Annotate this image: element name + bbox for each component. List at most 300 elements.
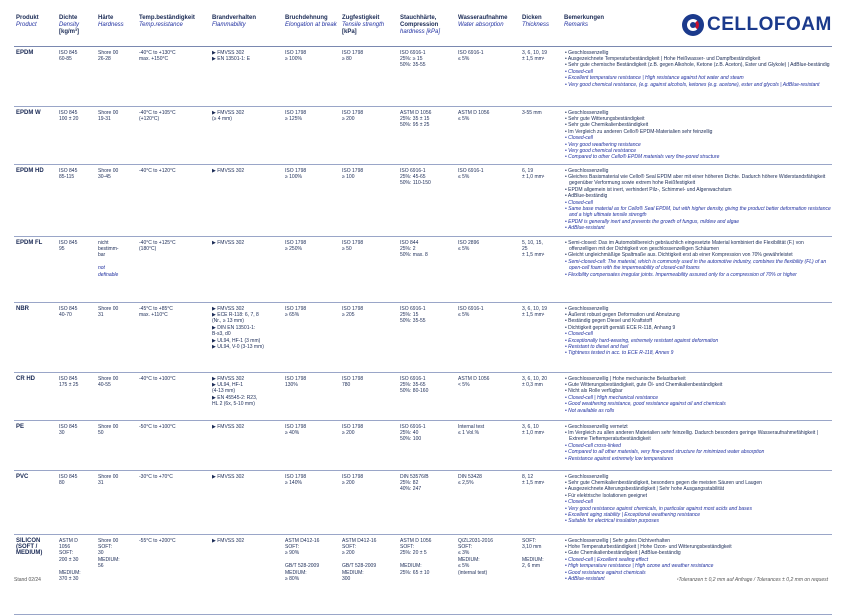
product-table (14, 12, 832, 615)
cell-value: ≤ 5% (458, 311, 470, 318)
cell-value: ISO 1798 (285, 375, 307, 382)
cell-elong (283, 470, 340, 534)
cell-value: ▶ FMVSS 302 (212, 375, 245, 382)
cell-value: ≤ 5% (458, 245, 470, 252)
cell-value: 19-31 (98, 115, 111, 122)
cell-value: (≥ 4 mm) (212, 115, 232, 122)
cell-elong (283, 534, 340, 614)
cell-thick (520, 164, 562, 236)
cell-value: ▶ DIN EN 13501-1: (212, 324, 256, 331)
remark-de: • Geschlossenzellig (565, 305, 609, 312)
cell-value: SOFT: (59, 550, 74, 557)
cell-elong (283, 372, 340, 420)
remarks (562, 470, 832, 534)
cell-hardness (96, 470, 137, 534)
cell-hardness (96, 302, 137, 372)
cellofoam-logo (682, 12, 832, 38)
header-en: Thickness (522, 22, 550, 29)
cell-density (57, 106, 96, 164)
cell-compress (398, 164, 456, 236)
cell-flam (210, 236, 283, 302)
column-header (14, 12, 57, 46)
cell-value: bar (98, 252, 106, 259)
cell-water (456, 420, 520, 470)
product-name: EPDM W (14, 106, 57, 164)
cell-value: 25%: ≥ 15 (400, 55, 423, 62)
cell-density (57, 534, 96, 614)
cell-value: GB/T 528-2009 (342, 563, 377, 570)
cell-value: MEDIUM: (458, 556, 480, 563)
cell-value: -40°C to +130°C (139, 49, 176, 56)
cell-temp (137, 372, 210, 420)
cell-flam (210, 534, 283, 614)
cell-water (456, 372, 520, 420)
remark-de: • AdBlue-beständig (565, 193, 608, 200)
cell-value: -55°C to +200°C (139, 537, 176, 544)
remark-de: • Ausgezeichnete Alterungsbeständigkeit | Sehr hohe Ausgangsstabilität (565, 486, 724, 493)
remark-en: • Closed-cell | Excellent sealing effect (565, 556, 649, 563)
cell-value: ISO 1798 (342, 109, 364, 116)
cell-value: ISO 845 (59, 423, 78, 430)
remark-en: • Very good weathering resistance (565, 141, 641, 148)
remarks (562, 46, 832, 106)
cell-value: 31 (98, 311, 104, 318)
cell-value: ▶ FMVSS 302 (212, 537, 245, 544)
remarks (562, 372, 832, 420)
remark-en: • AdBlue-resistant (565, 575, 605, 582)
cell-flam (210, 164, 283, 236)
header-en: Remarks (564, 22, 589, 29)
remark-de: • Sehr gute Chemikalienbeständigkeit (565, 122, 649, 129)
cell-value: ≥ 200 (342, 429, 355, 436)
cell-value: ▶ FMVSS 302 (212, 423, 245, 430)
cell-value: 40-70 (59, 311, 72, 318)
cell-value: 80 (59, 479, 65, 486)
remark-en: • Very good chemical resistance (565, 147, 637, 154)
cell-value: ISO 6916-1 (400, 49, 426, 56)
cell-value: ASTM D (59, 537, 78, 544)
cell-value: ISO 6916-1 (400, 423, 426, 430)
cell-density (57, 236, 96, 302)
cell-value: ISO 1798 (285, 239, 307, 246)
cell-value: -40°C to +120°C (139, 167, 176, 174)
cell-value: 6, 19 (522, 167, 534, 174)
cell-value: ISO 1798 (342, 167, 364, 174)
footer-date: Stand 02/24 (14, 577, 41, 583)
header-de: Bruchdehnung (285, 15, 328, 21)
table-row (14, 470, 832, 534)
remarks (562, 236, 832, 302)
remark-en: • Closed-cell (565, 199, 593, 206)
remark-en: • Closed-cell cross-linked (565, 442, 621, 449)
remark-en: • Closed-cell (565, 499, 593, 506)
cell-value: -50°C to +100°C (139, 423, 176, 430)
cell-elong (283, 302, 340, 372)
cell-compress (398, 302, 456, 372)
cell-thick (520, 236, 562, 302)
cell-value: (Nr., ≥ 13 mm) (212, 318, 244, 325)
remark-en: • Compared to all other materials, very fine-pored structure for minimized water absorption (565, 449, 765, 456)
cell-value: ▶ FMVSS 302 (212, 239, 245, 246)
cell-elong (283, 106, 340, 164)
header-en: Water absorption (458, 22, 504, 29)
cell-value: ▶ UL94, HF-1 (212, 381, 244, 388)
header-de: Temp.beständigkeit (139, 15, 195, 21)
cell-water (456, 302, 520, 372)
header-de: Brandverhalten (212, 15, 257, 21)
header-de: Produkt (16, 15, 39, 21)
cell-thick (520, 302, 562, 372)
cell-value: 1056 (59, 543, 71, 550)
cell-value: ISO 6916-1 (458, 49, 484, 56)
column-header (57, 12, 96, 46)
cell-compress (398, 534, 456, 614)
cell-value: ≥ 100% (285, 55, 302, 62)
cell-value: ▶ EN 13501-1: E (212, 55, 251, 62)
cell-value: 175 ± 25 (59, 381, 79, 388)
cell-elong (283, 46, 340, 106)
remarks (562, 302, 832, 372)
cell-value: 50%: 35-55 (400, 318, 426, 325)
cell-value: 25%: 15 (400, 311, 419, 318)
cell-value: ISO 845 (59, 375, 78, 382)
cell-tensile (340, 420, 398, 470)
cell-value: (+120°C) (139, 115, 160, 122)
table-row (14, 164, 832, 236)
cell-value: Internal test (458, 423, 485, 430)
header-en: Product (16, 22, 37, 29)
cell-value: ▶ FMVSS 302 (212, 305, 245, 312)
cell-value: 50%: 110-150 (400, 180, 431, 187)
remark-en: • Resistance against extremely low temperatures (565, 455, 674, 462)
header-en: Density (59, 22, 80, 29)
header-de: Bemerkungen (564, 15, 605, 21)
remark-de: • Ausgezeichnete Temperaturbeständigkeit | Hohe Heißwasser- und Dampfbeständigkeit (565, 55, 761, 62)
cell-value: GB/T 528-2009 (285, 563, 320, 570)
header-de: Dichte (59, 15, 78, 21)
cell-density (57, 372, 96, 420)
cell-value: ≥ 90% (285, 550, 300, 557)
cell-density (57, 420, 96, 470)
cell-value: -40°C to +105°C (139, 109, 176, 116)
cell-value: ± 1,5 mm¹ (522, 479, 545, 486)
cell-value: ISO 845 (59, 473, 78, 480)
cell-value: ▶ FMVSS 302 (212, 109, 245, 116)
cell-value: ISO 845 (59, 49, 78, 56)
remark-de: • EPDM allgemein ist inert, verhindert Pilz-, Schimmel- und Algenwachstum (565, 186, 732, 193)
cell-flam (210, 46, 283, 106)
cell-hardness (96, 420, 137, 470)
product-name: PVC (14, 470, 57, 534)
cell-value: ISO 6916-1 (458, 305, 484, 312)
cell-value: 50%: 95 ± 25 (400, 122, 430, 129)
cell-value: ▶ EN 45545-2: R23, (212, 394, 258, 401)
remark-de: • Beständig gegen Diesel und Kraftstoff (565, 318, 652, 325)
table-row (14, 372, 832, 420)
cell-tensile (340, 534, 398, 614)
cell-value: 30 (98, 550, 104, 557)
cell-value: ± 1,0 mm¹ (522, 173, 545, 180)
product-name: PE (14, 420, 57, 470)
cell-value: 3, 6, 10, 19 (522, 305, 548, 312)
header-de: Dicken (522, 15, 542, 21)
cell-value: 56 (98, 563, 104, 570)
cell-value: DIN 53428 (458, 473, 482, 480)
cell-compress (398, 470, 456, 534)
cell-value: ISO 6916-1 (400, 167, 426, 174)
cell-value: ▶ UL94, HF-1 (3 mm) (212, 337, 261, 344)
remark-en: • AdBlue-resistant (565, 225, 605, 232)
logo-text: CELLOFOAM (707, 14, 832, 35)
header-en: Flammability (212, 22, 246, 29)
cell-water (456, 164, 520, 236)
remark-de: • Sehr gute chemische Beständigkeit (z.B. gegen Alkohole, Ketone (z.B. Aceton), Ester und Glykole) | AdBlue-beständig (565, 62, 830, 69)
cell-compress (398, 372, 456, 420)
remark-en: • Closed-cell (565, 331, 593, 338)
datasheet (14, 12, 832, 615)
cell-value: ≥ 200 (342, 479, 355, 486)
remark-en: • EPDM is generally inert and prevents the growth of fungus, mildew and algae (565, 218, 740, 225)
cell-value: 50%: max. 8 (400, 252, 428, 259)
cell-temp (137, 106, 210, 164)
cell-value: 25%: 40 (400, 429, 419, 436)
cell-value: 25%: 20 ± 5 (400, 550, 427, 557)
cell-hardness (96, 236, 137, 302)
remark-en: • Excellent aging stability | Exceptional weathering resistance (565, 511, 701, 518)
cell-value: ISO 6916-1 (400, 305, 426, 312)
cell-value: ≤ 5% (458, 563, 470, 570)
product-name: CR HD (14, 372, 57, 420)
cell-value: 40%: 247 (400, 486, 422, 493)
remark-de: • Für elektrische Isolationen geeignet (565, 492, 648, 499)
cell-density (57, 46, 96, 106)
cell-density (57, 470, 96, 534)
cell-value: 25%: 65 ± 10 (400, 569, 430, 576)
cell-value: ≥ 80% (285, 575, 300, 582)
cell-value: ASTM D 1056 (400, 109, 432, 116)
cell-value: ISO 1798 (342, 473, 364, 480)
remark-de: • Im Vergleich zu anderen Cello® EPDM-Materialien sehr feinzellig (565, 128, 713, 135)
cell-water (456, 46, 520, 106)
product-name: SILICON (SOFT / MEDIUM) (14, 534, 57, 614)
remark-en: • Suitable for electrical insulation purposes (565, 518, 660, 525)
cell-temp (137, 302, 210, 372)
header-de: Wasseraufnahme (458, 15, 508, 21)
cell-elong (283, 420, 340, 470)
cell-value: < 5% (458, 381, 470, 388)
cell-value: (internal test) (458, 569, 488, 576)
remark-en: • Exceptionally hard-wearing, extremely resistant against deformation (565, 337, 719, 344)
remark-en: • Resistant to diesel and fuel (565, 343, 629, 350)
cell-value: MEDIUM: (59, 569, 81, 576)
cell-value: SOFT: (342, 543, 357, 550)
cell-value: 8, 12 (522, 473, 534, 480)
cell-value: ASTM D 1056 (458, 375, 490, 382)
cell-tensile (340, 372, 398, 420)
cell-value: 25%: 35-65 (400, 381, 426, 388)
cell-value: 25%: 2 (400, 245, 416, 252)
cell-value: ISO 1798 (285, 49, 307, 56)
header-de: Zugfestigkeit (342, 15, 380, 21)
cell-value: ISO 1798 (285, 109, 307, 116)
cell-value: ASTM D 1056 (458, 109, 490, 116)
cell-hardness (96, 372, 137, 420)
remark-de: • Gute Witterungsbeständigkeit, gute Öl- und Chemikalienbeständigkeit (565, 381, 723, 388)
cell-hardness (96, 106, 137, 164)
cell-value: Shore 00 (98, 167, 119, 174)
cell-temp (137, 420, 210, 470)
cell-tensile (340, 302, 398, 372)
header-unit: [kg/m³] (59, 29, 79, 36)
cell-value: ≥ 100 (342, 173, 355, 180)
remark-de: • Hohe Temperaturbeständigkeit | Hohe Ozon- und Witterungsbeständigkeit (565, 543, 732, 550)
product-name: EPDM FL (14, 236, 57, 302)
cell-value: MEDIUM: (400, 563, 422, 570)
cell-value: ≥ 205 (342, 311, 355, 318)
cell-tensile (340, 236, 398, 302)
cell-value: ISO 845 (59, 109, 78, 116)
cell-value: ≤ 3% (458, 550, 470, 557)
remark-en: • Very good chemical resistance, (e.g. against alcohols, ketones (e.g. acetone), ester and glycols | AdBlue-resistant (565, 81, 820, 88)
cell-water (456, 534, 520, 614)
remark-de: • Geschlossenzellig (565, 49, 609, 56)
cell-value: ≥ 140% (285, 479, 302, 486)
cell-value: ≥ 125% (285, 115, 302, 122)
cell-temp (137, 236, 210, 302)
cell-value: ASTM D412-16 (342, 537, 377, 544)
cell-value: 100 ± 20 (59, 115, 79, 122)
cell-value: 3, 6, 10, 19 (522, 49, 548, 56)
cell-elong (283, 236, 340, 302)
cell-value: 300 (342, 575, 351, 582)
cell-value: MEDIUM: (522, 556, 544, 563)
cell-value: ISO 6916-1 (458, 167, 484, 174)
cell-thick (520, 534, 562, 614)
cell-value: Shore 00 (98, 473, 119, 480)
cell-value: ISO 1798 (342, 239, 364, 246)
cell-value: ≥ 200 (342, 550, 355, 557)
footer-tolerance-note: ¹Toleranzen ± 0,2 mm auf Anfrage / Tolerances ± 0,2 mm on request (676, 577, 828, 583)
remark-en: • Semi-closed-cell: The material, which is commonly used in the automotive industry, combines the flexibility (FL) of an open-cell foam with the impermeability of closed-cell foams (565, 258, 827, 272)
cell-value: 25 (522, 245, 528, 252)
cell-tensile (340, 164, 398, 236)
remark-en: • Tightness tested in acc. to ECE R-118, Annex 9 (565, 350, 674, 357)
cell-value: ASTM D412-16 (285, 537, 320, 544)
cell-value-en: definable (98, 271, 119, 278)
header-de: Härte (98, 15, 114, 21)
cell-value: 50 (98, 429, 104, 436)
cell-value: ISO 845 (59, 167, 78, 174)
column-header (283, 12, 340, 46)
cell-density (57, 302, 96, 372)
cell-density (57, 164, 96, 236)
cell-value: ISO 845 (59, 305, 78, 312)
cell-value: ISO 1798 (342, 423, 364, 430)
cell-value: 85-115 (59, 173, 75, 180)
cell-value: Q/ZL2031-2016 (458, 537, 494, 544)
cell-value: -40°C to +100°C (139, 375, 176, 382)
cell-value: ≥ 100% (285, 173, 302, 180)
cell-value: 780 (342, 381, 351, 388)
cell-value: bestimm- (98, 245, 119, 252)
header-de: Stauchhärte, Compression (400, 15, 439, 29)
cell-value: ISO 1798 (285, 473, 307, 480)
cell-value: ± 1,5 mm¹ (522, 311, 545, 318)
cell-value: nicht (98, 239, 109, 246)
cell-hardness (96, 534, 137, 614)
cell-value: ≤ 5% (458, 115, 470, 122)
cell-value: ▶ FMVSS 302 (212, 473, 245, 480)
cell-value: 95 (59, 245, 65, 252)
cell-value: -45°C to +85°C (139, 305, 173, 312)
cell-value: ≤ 5% (458, 55, 470, 62)
cell-value: ≤ 2,5% (458, 479, 474, 486)
cell-flam (210, 106, 283, 164)
cell-value: max. +150°C (139, 55, 169, 62)
cell-value: (4-13 mm) (212, 388, 236, 395)
remark-de: • Gleicht ungleichmäßige Spaltmaße aus. Dichtigkeit erst ab einer Kompression von 70% gewährleistet (565, 252, 793, 259)
remark-de: • Geschlossenzellig | Sehr gutes Dichtverhalten (565, 537, 671, 544)
remark-de: • Dichtigkeit geprüft gemäß ECE R-118, Anhang 9 (565, 324, 676, 331)
cell-value: Shore 00 (98, 537, 119, 544)
cell-thick (520, 106, 562, 164)
cell-value: ≥ 40% (285, 429, 300, 436)
remark-de: • Im Vergleich zu allen anderen Materialien sehr feinzellig. Dadurch besonders geringe Wasseraufnahmefähigkeit | Extreme Tieftemperaturbeständigkeit (565, 429, 819, 443)
cell-value: ISO 2896 (458, 239, 480, 246)
cell-value: ISO 1798 (342, 375, 364, 382)
cell-value: SOFT: (285, 543, 300, 550)
cell-value: 3, 6, 10 (522, 423, 539, 430)
cell-value: 200 ± 30 (59, 556, 79, 563)
column-header (520, 12, 562, 46)
remark-en: • High temperature resistance | High ozone and weather resistance (565, 563, 714, 570)
cell-value: ASTM D 1056 (400, 537, 432, 544)
remark-en: • Not available as rolls (565, 407, 615, 414)
remarks (562, 534, 832, 614)
cell-water (456, 236, 520, 302)
remark-en: • Good resistance against chemicals (565, 569, 646, 576)
cell-value: Shore 00 (98, 49, 119, 56)
remarks (562, 106, 832, 164)
remark-en: • Closed-cell (565, 68, 593, 75)
cell-value: 130% (285, 381, 298, 388)
table-row (14, 302, 832, 372)
cell-value: ISO 1798 (285, 167, 307, 174)
cell-water (456, 106, 520, 164)
header-en: Elongation at break (285, 22, 337, 29)
remark-de: • Geschlossenzellig (565, 473, 609, 480)
cell-tensile (340, 470, 398, 534)
cellofoam-logo-icon (682, 14, 704, 36)
product-name: NBR (14, 302, 57, 372)
cell-tensile (340, 106, 398, 164)
remark-de: • Sehr gute Witterungsbeständigkeit (565, 115, 645, 122)
table-row (14, 236, 832, 302)
cell-value: ≥ 200 (342, 115, 355, 122)
cell-value: Shore 00 (98, 109, 119, 116)
cell-value: 25%: 45-65 (400, 173, 426, 180)
cell-value: 50%: 80-160 (400, 388, 429, 395)
cell-value: -40°C to +125°C (139, 239, 176, 246)
cell-temp (137, 164, 210, 236)
cell-value: 3, 6, 10, 20 (522, 375, 548, 382)
cell-value: ISO 1798 (342, 49, 364, 56)
cell-flam (210, 302, 283, 372)
cell-elong (283, 164, 340, 236)
remark-en: • Closed-cell (565, 135, 593, 142)
cell-thick (520, 46, 562, 106)
remark-de: • Geschlossenzellig (565, 167, 609, 174)
